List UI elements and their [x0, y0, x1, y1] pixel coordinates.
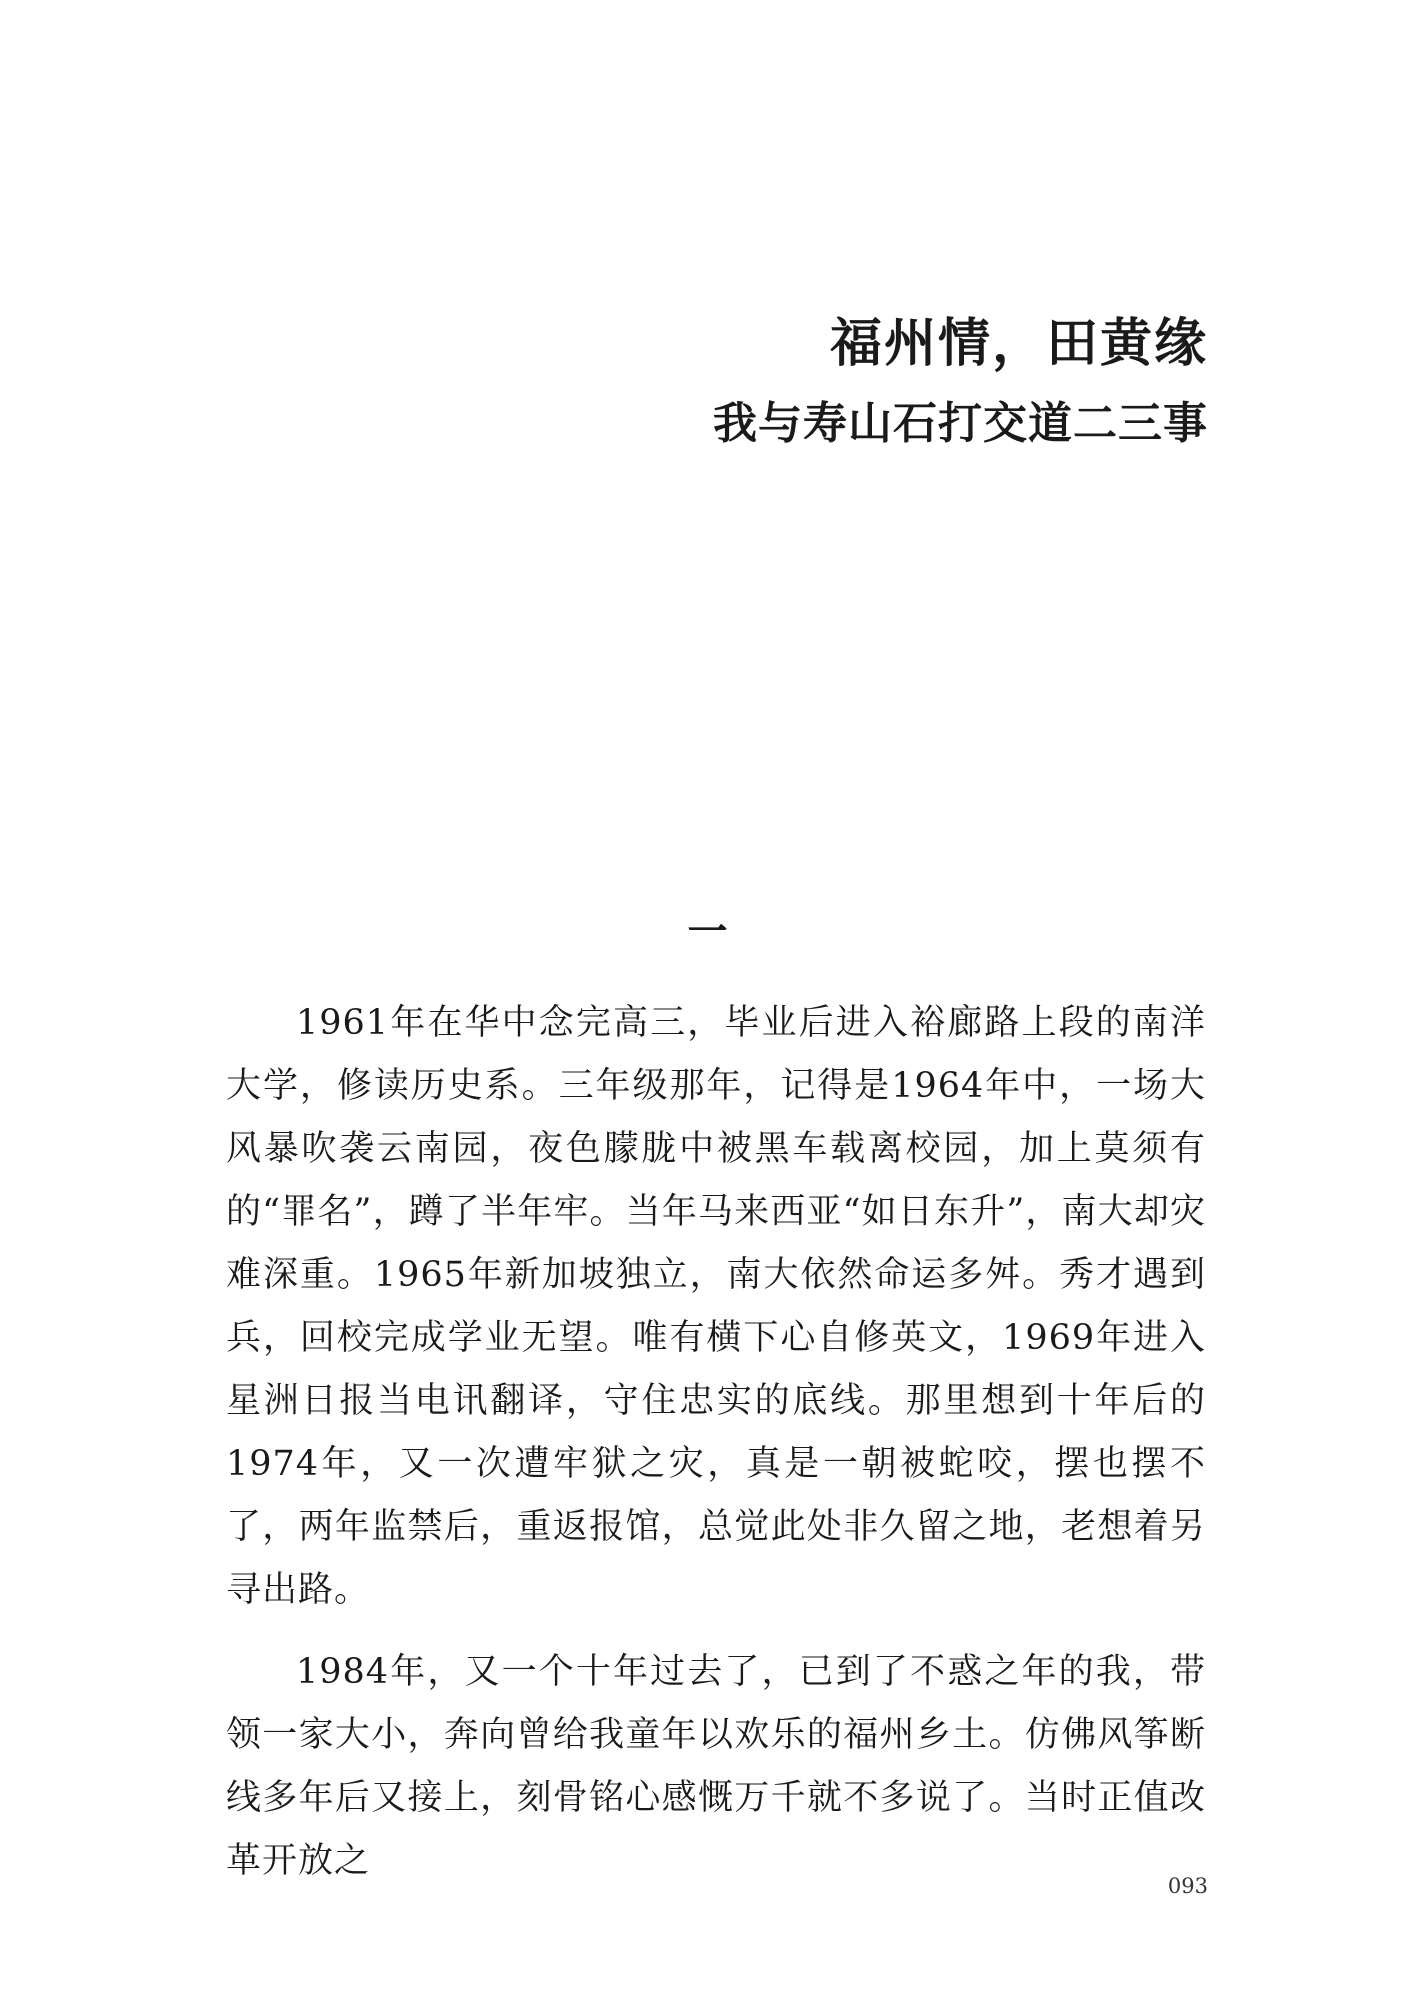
article-body — [226, 992, 1206, 1912]
section-number: 一 — [687, 908, 728, 955]
paragraph: 1984年，又一个十年过去了，已到了不惑之年的我，带领一家大小，奔向曾给我童年以欢乐的福州乡土。仿佛风筝断线多年后又接上，刻骨铭心感慨万千就不多说了。当时正值改革开放之 — [226, 1652, 1206, 1881]
article-subtitle: 我与寿山石打交道二三事 — [713, 398, 1208, 449]
paragraph: 1961年在华中念完高三，毕业后进入裕廊路上段的南洋大学，修读历史系。三年级那年，记得是1964年中，一场大风暴吹袭云南园，夜色朦胧中被黑车载离校园，加上莫须有的“罪名”，蹲了半年牢。当年马来西亚“如日东升”，南大却灾难深重。1965年新加坡独立，南大依然命运多舛。秀才遇到兵，回校完成学业无望。唯有横下心自修英文，1969年进入星洲日报当电讯翻译，守住忠实的底线。那里想到十年后的1974年，又一次遭牢狱之灾，真是一朝被蛇咬，摆也摆不了，两年监禁后，重返报馆，总觉此处非久留之地，老想着另寻出路。 — [226, 1003, 1206, 1610]
article-title: 福州情，田黄缘 — [829, 313, 1208, 374]
page-number: 093 — [1167, 1874, 1208, 1898]
